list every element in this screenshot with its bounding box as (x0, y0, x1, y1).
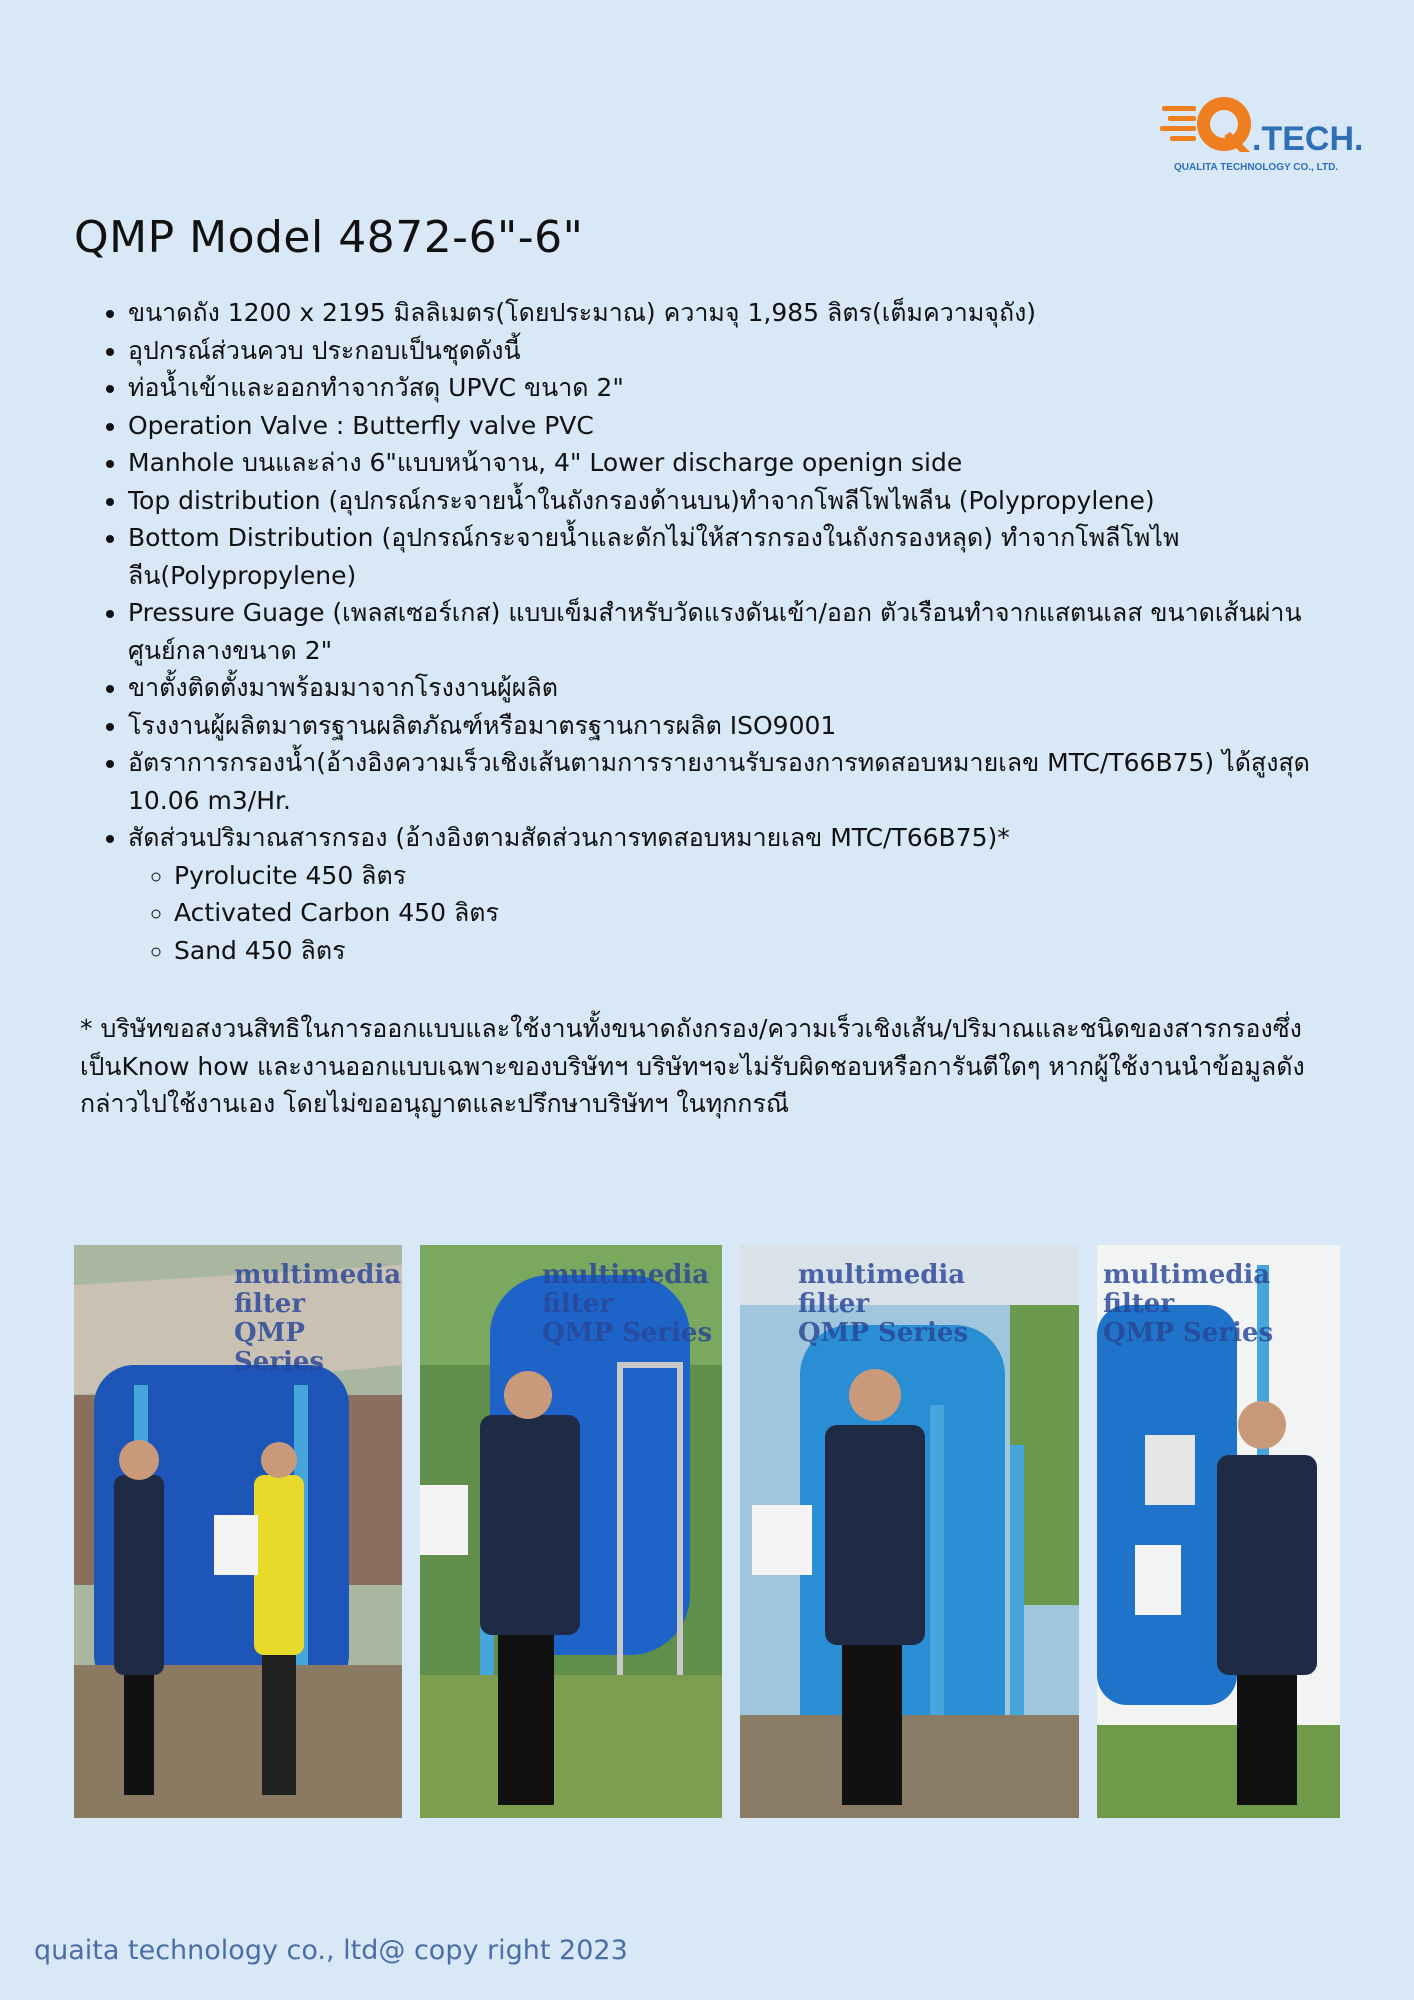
spec-item: • Top distribution (อุปกรณ์กระจายน้ำในถังกรองด้านบน)ทำจากโพลีโพไพลีน (Polypropylene) (128, 482, 1358, 520)
spec-item: • ขาตั้งติดตั้งมาพร้อมมาจากโรงงานผู้ผลิต (128, 669, 1358, 707)
media-list (128, 857, 1358, 970)
installation-photo (420, 1245, 722, 1818)
spec-item: • ขนาดถัง 1200 x 2195 มิลลิเมตร(โดยประมาณ) ความจุ 1,985 ลิตร(เต็มความจุถัง) (128, 294, 1358, 332)
spec-item: • Operation Valve : Butterfly valve PVC (128, 407, 1358, 445)
media-item: ◦ Sand 450 ลิตร (174, 932, 1358, 970)
media-item: ◦ Activated Carbon 450 ลิตร (174, 894, 1358, 932)
spec-item: • อุปกรณ์ส่วนควบ ประกอบเป็นชุดดังนี้ (128, 332, 1358, 370)
installation-photo (74, 1245, 402, 1818)
spec-item: • Bottom Distribution (อุปกรณ์กระจายน้ำและดักไม่ให้สารกรองในถังกรองหลุด) ทำจากโพลีโพไพลีน(Polypropylene) (128, 519, 1358, 594)
installation-photo (1097, 1245, 1340, 1818)
photo-watermark: multimedia filter QMP Series (542, 1260, 713, 1348)
installation-photo (740, 1245, 1079, 1818)
spec-list (74, 294, 1358, 969)
spec-item: • ท่อน้ำเข้าและออกทำจากวัสดุ UPVC ขนาด 2" (128, 369, 1358, 407)
media-item: ◦ Pyrolucite 450 ลิตร (174, 857, 1358, 895)
spec-item: • Manhole บนและล่าง 6"แบบหน้าจาน, 4" Lower discharge openign side (128, 444, 1358, 482)
spec-item: • อัตราการกรองน้ำ(อ้างอิงความเร็วเชิงเส้นตามการรายงานรับรองการทดสอบหมายเลข MTC/T66B75) ได้สูงสุด 10.06 m3/Hr. (128, 744, 1358, 819)
spec-item: • Pressure Guage (เพลสเซอร์เกส) แบบเข็มสำหรับวัดแรงดันเข้า/ออก ตัวเรือนทำจากแสตนเลส ขนาดเส้นผ่านศูนย์กลางขนาด 2" (128, 594, 1358, 669)
photo-watermark: multimedia filter QMP Series (234, 1260, 402, 1377)
page-title: QMP Model 4872-6"-6" (74, 212, 584, 263)
spec-item: • โรงงานผู้ผลิตมาตรฐานผลิตภัณฑ์หรือมาตรฐานการผลิต ISO9001 (128, 707, 1358, 745)
spec-item-media (128, 819, 1358, 969)
photo-watermark: multimedia filter QMP Series (798, 1260, 969, 1348)
logo-subtitle: QUALITA TECHNOLOGY CO., LTD. (1174, 162, 1339, 173)
media-heading: สัดส่วนปริมาณสารกรอง (อ้างอิงตามสัดส่วนการทดสอบหมายเลข MTC/T66B75)* (128, 823, 1010, 852)
company-logo (1160, 88, 1372, 178)
footer-copyright: quaita technology co., ltd@ copy right 2023 (34, 1935, 628, 1966)
photo-watermark: multimedia filter QMP Series (1103, 1260, 1274, 1348)
logo-text: .TECH. (1252, 120, 1364, 158)
disclaimer-note: * บริษัทขอสงวนสิทธิในการออกแบบและใช้งานทั้งขนาดถังกรอง/ความเร็วเชิงเส้น/ปริมาณและชนิดของสารกรองซึ่งเป็นKnow how และงานออกแบบเฉพาะของบริษัทฯ บริษัทฯจะไม่รับผิดชอบหรือการันตีใดๆ หากผู้ใช้งานนำข้อมูลดังกล่าวไปใช้งานเอง โดยไม่ขออนุญาตและปรึกษาบริษัทฯ ในทุกกรณี (80, 1014, 1305, 1118)
